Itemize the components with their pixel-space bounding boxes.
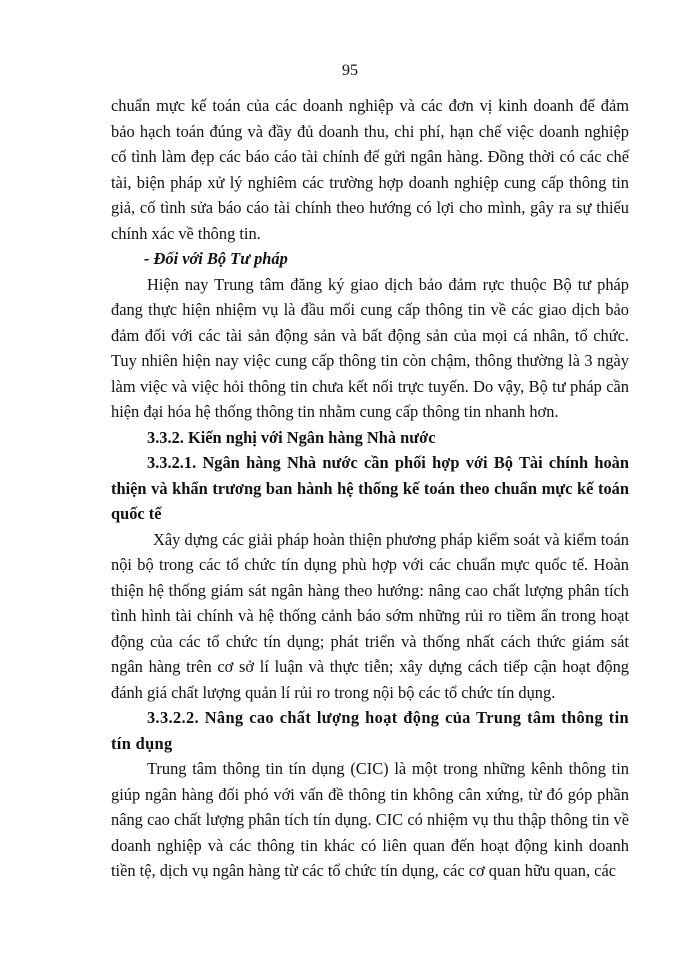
section-heading-3-3-2-1: 3.3.2.1. Ngân hàng Nhà nước cần phối hợp với Bộ Tài chính hoàn thiện và khẩn trương ban hành hệ thống kế toán theo chuẩn mực kế toán quốc tế [111,453,629,523]
paragraph-continuation: chuẩn mực kế toán của các doanh nghiệp và các đơn vị kinh doanh để đảm bảo hạch toán đúng và đầy đủ doanh thu, chi phí, hạn chế việc doanh nghiệp cố tình làm đẹp các báo cáo tài chính để gửi ngân hàng. Đồng thời có các chế tài, biện pháp xử lý nghiêm các trường hợp doanh nghiệp cung cấp thông tin giả, cố tình sửa báo cáo tài chính theo hướng có lợi cho mình, gây ra sự thiếu chính xác về thông tin. [111,96,629,243]
paragraph-accounting-standards: Xây dựng các giải pháp hoàn thiện phương pháp kiểm soát và kiểm toán nội bộ trong các tổ chức tín dụng phù hợp với các chuẩn mực quốc tế. Hoàn thiện hệ thống giám sát ngân hàng theo hướng: nâng cao chất lượng phân tích tình hình tài chính và hệ thống cảnh báo sớm những rủi ro tiềm ẩn trong hoạt động của các tổ chức tín dụng; phát triển và thống nhất cách thức giám sát ngân hàng trên cơ sở lí luận và thực tiễn; xây dựng cách tiếp cận hoạt động đánh giá chất lượng quản lí rủi ro trong nội bộ các tổ chức tín dụng. [111,529,629,702]
paragraph-ministry-of-justice: Hiện nay Trung tâm đăng ký giao dịch bảo đảm rực thuộc Bộ tư pháp đang thực hiện nhiệm vụ là đầu mối cung cấp thông tin về các giao dịch bảo đảm đối với các tài sản động sản và bất động sản của mọi cá nhân, tổ chức. Tuy nhiên hiện nay việc cung cấp thông tin còn chậm, thông thường là 3 ngày làm việc và việc hỏi thông tin chưa kết nối trực tuyến. Do vậy, Bộ tư pháp cần hiện đại hóa hệ thống thông tin nhằm cung cấp thông tin nhanh hơn. [111,274,629,421]
section-heading-3-3-2: 3.3.2. Kiến nghị với Ngân hàng Nhà nước [147,427,436,447]
paragraph-credit-information-center: Trung tâm thông tin tín dụng (CIC) là một trong những kênh thông tin giúp ngân hàng đối phó với vấn đề thông tin không cân xứng, từ đó góp phần nâng cao chất lượng phân tích tín dụng. CIC có nhiệm vụ thu thập thông tin về doanh nghiệp và các thông tin khác có liên quan đến hoạt động kinh doanh tiền tệ, dịch vụ ngân hàng từ các tổ chức tín dụng, các cơ quan hữu quan, các [111,759,629,880]
section-heading-3-3-2-2: 3.3.2.2. Nâng cao chất lượng hoạt động của Trung tâm thông tin tín dụng [111,708,629,753]
page-content [111,93,629,884]
subheading-ministry-of-justice: - Đối với Bộ Tư pháp [144,249,288,268]
page-number: 95 [342,62,358,79]
